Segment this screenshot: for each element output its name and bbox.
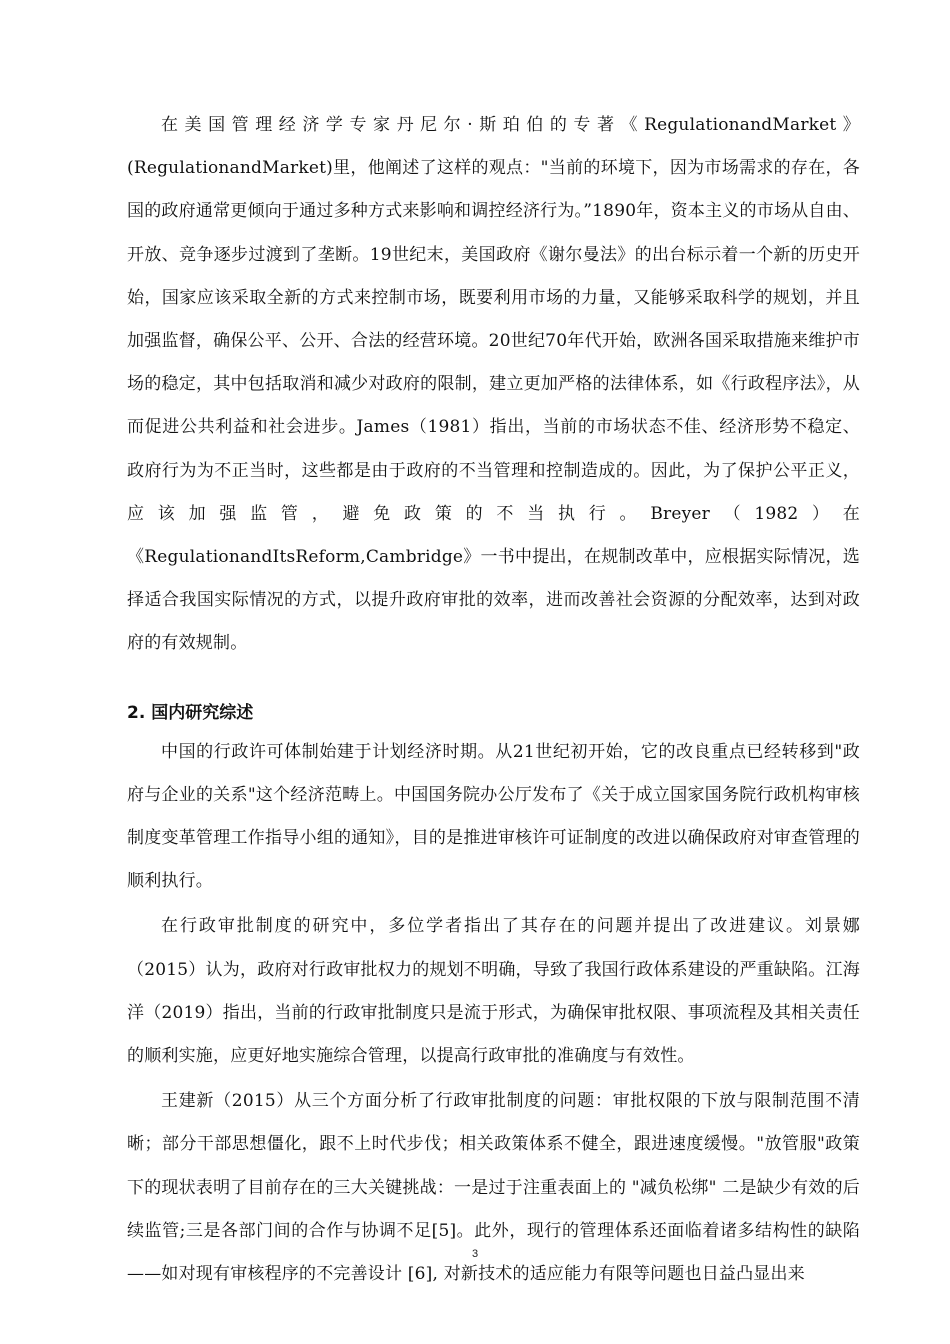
page-body <box>127 104 860 1296</box>
page-number: 3 <box>471 1248 479 1260</box>
paragraph-domestic-1: 中国的行政许可体制始建于计划经济时期。从21世纪初开始，它的改良重点已经转移到"政府与企业的关系"这个经济范畴上。中国国务院办公厅发布了《关于成立国家国务院行政机构审核制度变革管理工作指导小组的通知》，目的是推进审核许可证制度的改进以确保政府对审查管理的顺利执行。 <box>127 741 860 892</box>
paragraph-foreign-research: 在美国管理经济学专家丹尼尔·斯珀伯的专著《RegulationandMarket》(RegulationandMarket)里，他阐述了这样的观点："当前的环境下，因为市场需求的存在，各国的政府通常更倾向于通过多种方式来影响和调控经济行为。”1890年，资本主义的市场从自由、开放、竞争逐步过渡到了垄断。19世纪末，美国政府《谢尔曼法》的出台标示着一个新的历史开始，国家应该采取全新的方式来控制市场，既要利用市场的力量，又能够采取科学的规划，并且加强监督，确保公平、公开、合法的经营环境。20世纪70年代开始，欧洲各国采取措施来维护市场的稳定，其中包括取消和减少对政府的限制，建立更加严格的法律体系，如《行政程序法》，从而促进公共利益和社会进步。James（1981）指出，当前的市场状态不佳、经济形势不稳定、政府行为为不正当时，这些都是由于政府的不当管理和控制造成的。因此，为了保护公平正义，应该加强监管，避免政策的不当执行。Breyer（1982）在《RegulationandItsReform,Cambridge》一书中提出，在规制改革中，应根据实际情况，选择适合我国实际情况的方式，以提升政府审批的效率，进而改善社会资源的分配效率，达到对政府的有效规制。 <box>127 115 860 654</box>
paragraph-domestic-3: 王建新（2015）从三个方面分析了行政审批制度的问题：审批权限的下放与限制范围不清晰；部分干部思想僵化，跟不上时代步伐；相关政策体系不健全，跟进速度缓慢。"放管服"政策下的现状表明了目前存在的三大关键挑战：一是过于注重表面上的 "减负松绑" 二是缺少有效的后续监管;三是各部门间的合作与协调不足[5]。此外，现行的管理体系还面临着诸多结构性的缺陷——如对现有审核程序的不完善设计 [6], 对新技术的适应能力有限等问题也日益凸显出来 <box>127 1091 860 1285</box>
paragraph-domestic-2: 在行政审批制度的研究中，多位学者指出了其存在的问题并提出了改进建议。刘景娜（2015）认为，政府对行政审批权力的规划不明确，导致了我国行政体系建设的严重缺陷。江海洋（2019）指出，当前的行政审批制度只是流于形式，为确保审批权限、事项流程及其相关责任的顺利实施，应更好地实施综合管理，以提高行政审批的准确度与有效性。 <box>127 916 860 1067</box>
section-heading-domestic-research: 2. 国内研究综述 <box>127 702 254 723</box>
